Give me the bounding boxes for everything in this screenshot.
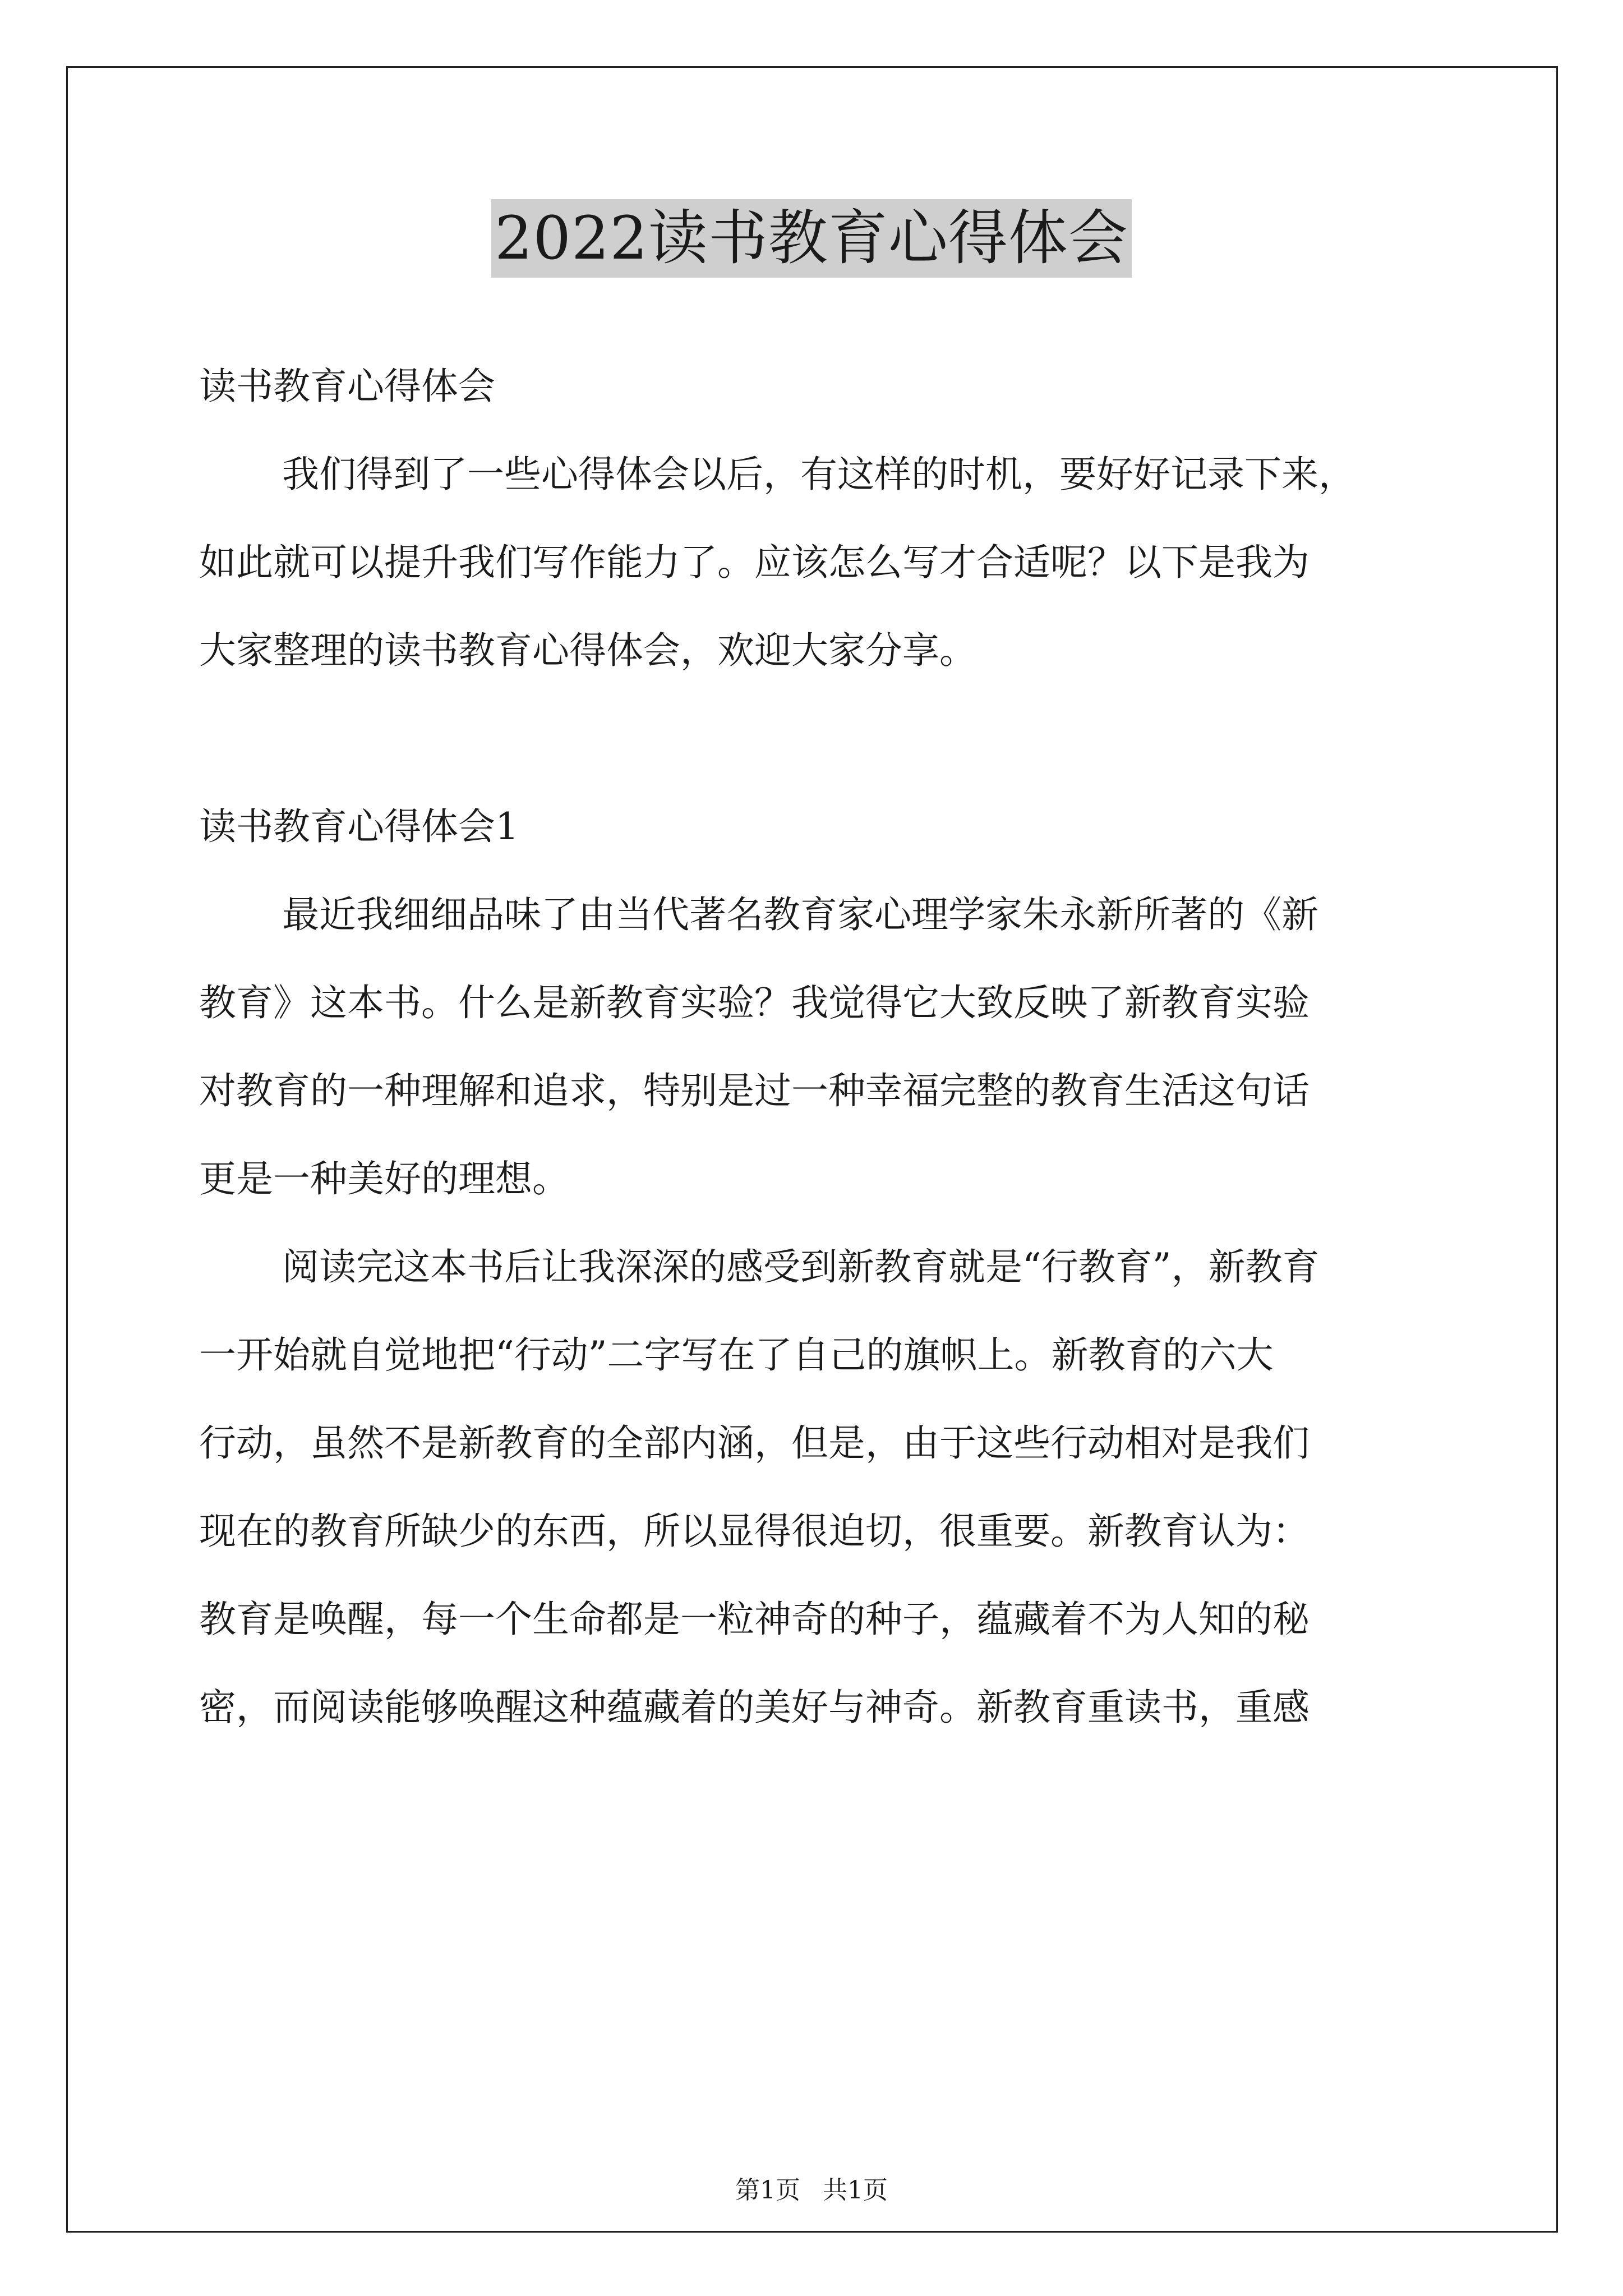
title-container <box>0 199 1623 278</box>
section1-paragraph-2 <box>199 1223 1433 1751</box>
paragraph-line: 大家整理的读书教育心得体会，欢迎大家分享。 <box>199 629 976 672</box>
paragraph-line: 最近我细细品味了由当代著名教育家心理学家朱永新所著的《新 <box>282 893 1318 936</box>
paragraph-line: 更是一种美好的理想。 <box>199 1157 569 1200</box>
paragraph-line: 教育》这本书。什么是新教育实验？我觉得它大致反映了新教育实验 <box>199 981 1310 1024</box>
page-footer <box>0 2174 1623 2207</box>
paragraph-line: 一开始就自觉地把“行动”二字写在了自己的旗帜上。新教育的六大 <box>199 1333 1274 1377</box>
intro-heading: 读书教育心得体会 <box>199 365 495 408</box>
section1-paragraph-1 <box>199 871 1433 1223</box>
page-total: 共1页 <box>823 2176 888 2205</box>
paragraph-line: 密，而阅读能够唤醒这种蕴藏着的美好与神奇。新教育重读书，重感 <box>199 1686 1310 1729</box>
document-body <box>199 342 1433 1751</box>
paragraph-line: 我们得到了一些心得体会以后，有这样的时机，要好好记录下来， <box>282 453 1355 496</box>
intro-paragraph <box>199 430 1433 694</box>
paragraph-line: 行动，虽然不是新教育的全部内涵，但是，由于这些行动相对是我们 <box>199 1421 1310 1465</box>
paragraph-line: 如此就可以提升我们写作能力了。应该怎么写才合适呢？以下是我为 <box>199 541 1310 584</box>
document-title: 2022读书教育心得体会 <box>491 199 1132 278</box>
section-spacer <box>199 694 1433 783</box>
paragraph-line: 教育是唤醒，每一个生命都是一粒神奇的种子，蕴藏着不为人知的秘 <box>199 1598 1310 1641</box>
paragraph-line: 阅读完这本书后让我深深的感受到新教育就是“行教育”，新教育 <box>282 1245 1320 1289</box>
page-number: 第1页 <box>735 2176 800 2205</box>
paragraph-line: 对教育的一种理解和追求，特别是过一种幸福完整的教育生活这句话 <box>199 1069 1310 1112</box>
section-heading: 读书教育心得体会1 <box>199 805 519 848</box>
paragraph-line: 现在的教育所缺少的东西，所以显得很迫切，很重要。新教育认为： <box>199 1510 1310 1553</box>
